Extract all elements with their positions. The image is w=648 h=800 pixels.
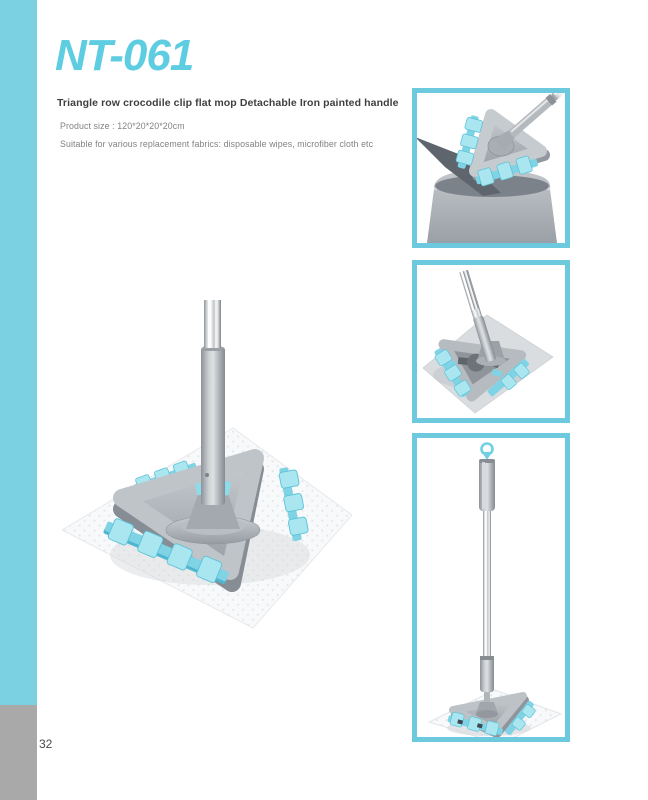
left-accent-bar bbox=[0, 0, 37, 705]
mop-illustration bbox=[50, 293, 360, 643]
product-size-spec: Product size : 120*20*20*20cm bbox=[60, 121, 185, 131]
thumbnail-head-over-bucket bbox=[412, 88, 570, 248]
product-fabric-spec: Suitable for various replacement fabrics: disposable wipes, microfiber cloth etc bbox=[60, 139, 374, 149]
product-model-title: NT-061 bbox=[55, 31, 194, 80]
left-gray-block bbox=[0, 705, 37, 800]
thumbnail-3-illustration bbox=[417, 438, 565, 737]
product-subtitle: Triangle row crocodile clip flat mop Detachable Iron painted handle bbox=[57, 97, 399, 109]
thumbnail-full-mop bbox=[412, 433, 570, 742]
page-number: 32 bbox=[39, 737, 53, 751]
thumbnail-head-on-cloth bbox=[412, 260, 570, 423]
thumbnail-1-illustration bbox=[417, 93, 565, 243]
main-product-image bbox=[50, 293, 360, 643]
thumbnail-2-illustration bbox=[417, 265, 565, 418]
